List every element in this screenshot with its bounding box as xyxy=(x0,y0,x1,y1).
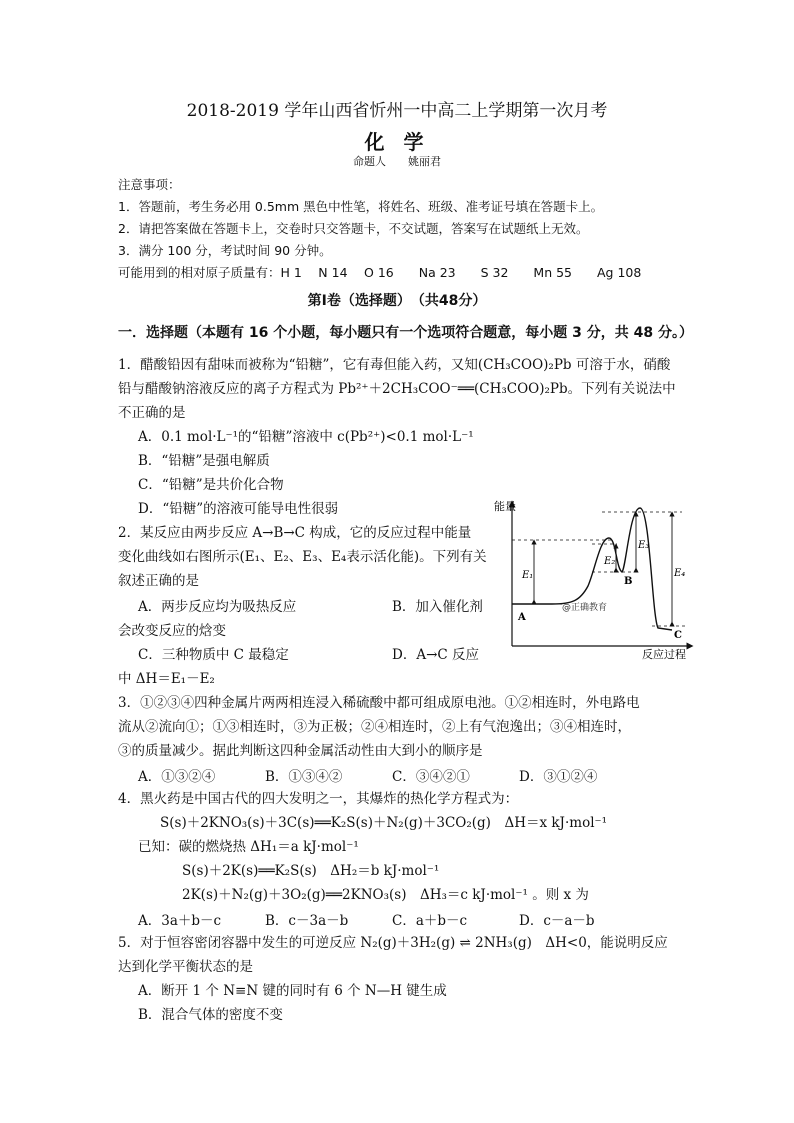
label-a: A xyxy=(518,612,526,623)
q1-option-d: D．“铅糖”的溶液可能导电性很弱 xyxy=(138,501,339,517)
q5-option-b: B．混合气体的密度不变 xyxy=(138,1007,283,1023)
note-item: 2．请把答案做在答题卡上，交卷时只交答题卡，不交试题，答案写在试题纸上无效。 xyxy=(118,221,589,236)
q5-option-a: A．断开 1 个 N≡N 键的同时有 6 个 N—H 键生成 xyxy=(138,983,447,999)
q2-option-a: A．两步反应均为吸热反应 xyxy=(138,599,297,615)
part-title: 第Ⅰ卷（选择题） （共48分） xyxy=(307,293,487,309)
q1-option-a: A．0.1 mol·L⁻¹的“铅糖”溶液中 c(Pb²⁺)<0.1 mol·L⁻¹ xyxy=(138,429,474,445)
y-axis-label: 能量 xyxy=(494,500,516,513)
label-c: C xyxy=(674,630,682,641)
q1-line: 不正确的是 xyxy=(118,405,186,421)
q2-option-c: C．三种物质中 C 最稳定 xyxy=(138,647,289,663)
diagram-watermark: @正确教育 xyxy=(562,603,608,613)
q1-option-c: C．“铅糖”是共价化合物 xyxy=(138,477,284,493)
q2-line: 2．某反应由两步反应 A→B→C 构成，它的反应过程中能量 xyxy=(118,525,472,541)
q2-option-b: B．加入催化剂 xyxy=(392,599,483,615)
q4-known: 已知：碳的燃烧热 ΔH₁＝a kJ·mol⁻¹ xyxy=(138,839,359,855)
q4-equation: 2K(s)＋N₂(g)＋3O₂(g)══2KNO₃(s) ΔH₃＝c kJ·mol⁻¹ 。则 x 为 xyxy=(182,887,589,903)
q2-line: 变化曲线如右图所示(E₁、E₂、E₃、E₄表示活化能)。下列有关 xyxy=(118,549,487,565)
q4-line: 4．黑火药是中国古代的四大发明之一，其爆炸的热化学方程式为： xyxy=(118,791,519,807)
q3-line: ③的质量减少。据此判断这四种金属活动性由大到小的顺序是 xyxy=(118,743,483,759)
q3-line: 流从②流向①；①③相连时，③为正极；②④相连时，②上有气泡逸出；③④相连时， xyxy=(118,719,631,735)
section-title: 一．选择题（本题有 16 个小题，每小题只有一个选项符合题意，每小题 3 分，共 48 分。） xyxy=(118,325,693,341)
q2-option-d: D．A→C 反应 xyxy=(392,647,480,663)
q4-option-c: C．a＋b－c xyxy=(392,913,468,929)
x-axis-label: 反应过程 xyxy=(642,648,686,660)
q4-equation: S(s)＋2KNO₃(s)＋3C(s)══K₂S(s)＋N₂(g)＋3CO₂(g) ΔH＝x kJ·mol⁻¹ xyxy=(160,815,608,831)
q3-option-a: A．①③②④ xyxy=(138,769,216,785)
notes-heading: 注意事项： xyxy=(118,177,181,192)
q5-line: 5．对于恒容密闭容器中发生的可逆反应 N₂(g)＋3H₂(g) ⇌ 2NH₃(g) ΔH<0，能说明反应 xyxy=(118,935,668,951)
q3-option-d: D．③①②④ xyxy=(519,769,598,785)
exam-title: 2018-2019 学年山西省忻州一中高二上学期第一次月考 xyxy=(186,101,608,121)
label-e3: E₃ xyxy=(638,540,650,551)
note-item: 1．答题前，考生务必用 0.5mm 黑色中性笔，将姓名、班级、准考证号填在答题卡上。 xyxy=(118,199,604,214)
label-e4: E₄ xyxy=(674,568,686,579)
energy-diagram xyxy=(492,496,702,660)
author-line: 命题人 姚丽君 xyxy=(353,155,441,168)
atomic-mass-line: 可能用到的相对原子质量有：H 1 N 14 O 16 Na 23 S 32 Mn 55 Ag 108 xyxy=(118,265,642,280)
q1-option-b: B．“铅糖”是强电解质 xyxy=(138,453,270,469)
q3-line: 3．①②③④四种金属片两两相连浸入稀硫酸中都可组成原电池。①②相连时，外电路电 xyxy=(118,695,640,711)
note-item: 3．满分 100 分，考试时间 90 分钟。 xyxy=(118,243,332,258)
q1-line: 1．醋酸铅因有甜味而被称为“铅糖”，它有毒但能入药，又知(CH₃COO)₂Pb 可溶于水，硝酸 xyxy=(118,357,671,373)
label-e2: E₂ xyxy=(604,556,616,567)
label-e1: E₁ xyxy=(522,570,534,581)
q3-option-c: C．③④②① xyxy=(392,769,470,785)
q4-option-d: D．c－a－b xyxy=(519,913,595,929)
q4-equation: S(s)＋2K(s)══K₂S(s) ΔH₂＝b kJ·mol⁻¹ xyxy=(182,863,440,879)
q2-option-b-cont: 会改变反应的焓变 xyxy=(118,623,226,639)
q4-option-a: A．3a＋b－c xyxy=(138,913,222,929)
label-b: B xyxy=(624,576,633,587)
q3-option-b: B．①③④② xyxy=(265,769,343,785)
q1-line: 铅与醋酸钠溶液反应的离子方程式为 Pb²⁺＋2CH₃COO⁻══(CH₃COO)₂Pb。下列有关说法中 xyxy=(118,381,676,397)
q4-option-b: B．c－3a－b xyxy=(265,913,349,929)
q5-line: 达到化学平衡状态的是 xyxy=(118,959,253,975)
q2-option-d-cont: 中 ΔH＝E₁－E₂ xyxy=(118,671,215,687)
q2-line: 叙述正确的是 xyxy=(118,573,199,589)
subject-title: 化 学 xyxy=(364,130,430,154)
